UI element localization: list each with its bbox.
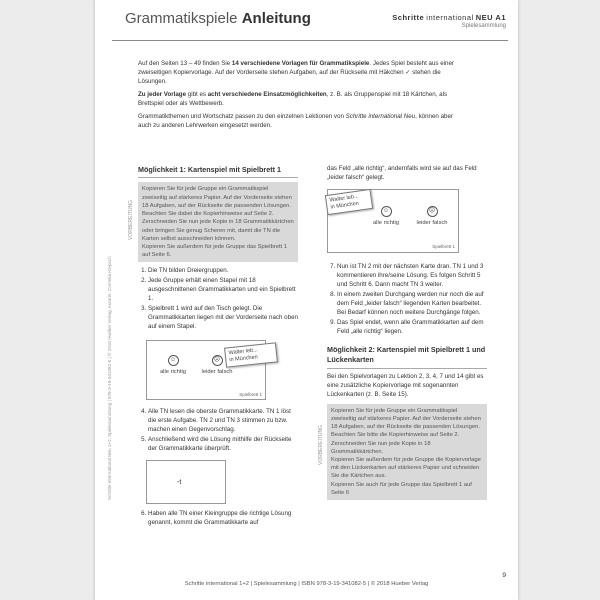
title-bold: Anleitung	[241, 10, 311, 27]
game-board-illustration	[146, 340, 266, 400]
grammar-card: Walter leb... in München	[224, 343, 278, 369]
grammar-card: Walter leb... in München	[325, 189, 373, 215]
steps-list-1	[138, 267, 298, 332]
list-item: 9. Das Spiel endet, wenn alle Grammatikkarten auf dem Feld „alle richtig“ liegen.	[337, 319, 487, 337]
prep-box-2	[327, 404, 487, 500]
list-item: 2. Jede Gruppe erhält einen Stapel mit 18 ausgeschnittenen Grammatikkarten und ein Spielbrett 1.	[148, 277, 298, 304]
brand-line2: Spielesammlung	[461, 23, 506, 29]
prep-text: Kopieren Sie für jede Gruppe ein Grammatikspiel zweiseitig auf stärkeres Papier. Auf der Vorderseite stehen 18 Aufgaben, auf der Rückseite die passenden Lösungen. Beachten Sie dabei die Kopierhinweise auf Seite 2.	[142, 186, 292, 218]
left-column	[138, 165, 298, 529]
prep-text: Zerschneiden Sie nun jede Kopie in 18 Grammatikkärtchen oder bringen Sie genug Scheren mit, damit die TN die Karten selbst ausschneiden können.	[142, 219, 294, 242]
card-back-illustration	[146, 460, 226, 504]
list-item: 7. Nun ist TN 2 mit der nächsten Karte dran. TN 1 und 3 kommentieren ihre/seine Lösung. Es folgen Schritt 5 und Schritt 6. Dann macht TN 3 weiter.	[337, 263, 487, 290]
side-copyright: Schritte international Neu 1+2, Spielesammlung | 978-3-19-341082-5 | © 2018 Hueber Verlag, Autorin: Cornelia Klepsch	[107, 256, 112, 500]
vorbereitung-label: VORBEREITUNG	[128, 199, 134, 240]
slot-wrong: ☹ leider falsch	[416, 207, 448, 226]
card-text: -t	[177, 479, 182, 487]
brand-main: Schritte	[392, 13, 425, 22]
prep-box-1	[138, 182, 298, 262]
brand-neu: NEU A1	[475, 13, 506, 22]
prep-text: Zerschneiden Sie nun jede Kopie in 18 Grammatikkärtchen.	[331, 440, 431, 455]
slot-wrong: ☹ leider falsch	[201, 357, 233, 376]
sad-face-icon: ☹	[212, 355, 223, 366]
list-item: 6. Haben alle TN einer Kleingruppe die richtige Lösung genannt, kommt die Grammatikkarte auf	[148, 510, 298, 528]
vorbereitung-label-2: VORBEREITUNG	[318, 424, 324, 465]
intro-text	[138, 60, 463, 135]
header-divider	[112, 40, 508, 41]
sad-face-icon: ☹	[427, 206, 438, 217]
brand-logo	[392, 13, 506, 22]
prep-text: Kopieren Sie außerdem für jede Gruppe die Kopiervorlage mit den Lückenkarten auf stärkeres Papier und schneiden Sie die Kärtchen aus.	[331, 456, 481, 480]
steps-list-2	[138, 408, 298, 454]
section-heading-1: Möglichkeit 1: Kartenspiel mit Spielbrett 1	[138, 165, 298, 178]
intro-p2: Zu jeder Vorlage gibt es acht verschiedene Einsatzmöglichkeiten, z. B. als Gruppenspiel mit 18 Kärtchen, als Brettspiel oder als Wettbewerb.	[138, 90, 448, 107]
list-item: 5. Anschließend wird die Lösung mithilfe der Rückseite der Grammatikkarte überprüft.	[148, 436, 298, 454]
prep-text: Kopieren Sie auch für jede Gruppe das Spielbrett 1 auf Seite 6	[331, 481, 472, 496]
slot-right: ☺ alle richtig	[159, 357, 187, 376]
list-item: 4. Alle TN lesen die oberste Grammatikkarte. TN 1 löst die erste Aufgabe. TN 2 und TN 3 stimmen zu bzw. machen einen Gegenvorschlag.	[148, 408, 298, 435]
smiley-icon: ☺	[168, 355, 179, 366]
page-title	[125, 10, 311, 27]
page-number: 9	[502, 572, 506, 579]
section-2-text: Bei den Spielvorlagen zu Lektion 2, 3, 4, 7 und 14 gibt es eine zusätzliche Kopiervorlage mit sogenannten Lückenkarten (z. B. Seite 15).	[327, 372, 484, 398]
title-light: Grammatikspiele	[125, 10, 238, 27]
list-item: 8. In einem zweiten Durchgang werden nur noch die auf dem Feld „leider falsch“ liegenden Karten bearbeitet. Bei Bedarf können noch weitere Durchgänge folgen.	[337, 291, 487, 318]
brand-sub: international	[426, 13, 474, 22]
right-column	[327, 165, 487, 500]
steps-list-4	[327, 263, 487, 337]
intro-p1: Auf den Seiten 13 – 49 finden Sie 14 verschiedene Vorlagen für Grammatikspiele. Jedes Spiel besteht aus einer zweiseitigen Kopiervorlage. Auf der Vorderseite stehen Aufgaben, auf der Rückseite mit Häkchen ✓ stehen die Lösungen.	[138, 60, 454, 85]
intro-p3: Grammatikthemen und Wortschatz passen zu den einzelnen Lektionen von Schritte international Neu, können aber auch zu anderen Lehrwerken eingesetzt werden.	[138, 112, 453, 129]
game-board-illustration-2	[327, 189, 459, 253]
document-page	[95, 0, 518, 600]
board-label: Spielbrett 1	[432, 244, 455, 250]
list-item: 1. Die TN bilden Dreiergruppen.	[148, 267, 298, 276]
prep-text: Kopieren Sie außerdem für jede Gruppe das Spielbrett 1 auf Seite 6.	[142, 243, 288, 259]
steps-list-3	[138, 510, 298, 528]
smiley-icon: ☺	[381, 206, 392, 217]
slot-right: ☺ alle richtig	[372, 207, 400, 226]
continued-text: das Feld „alle richtig“, andernfalls wird sie auf das Feld „leider falsch“ gelegt.	[327, 165, 477, 181]
section-heading-2: Möglichkeit 2: Kartenspiel mit Spielbrett 1 und Lückenkarten	[327, 345, 487, 369]
prep-text: Kopieren Sie für jede Gruppe ein Grammatikspiel zweiseitig auf stärkeres Papier. Auf der Vorderseite stehen 18 Aufgaben, auf der Rückseite die passenden Lösungen. Beachten Sie bitte die Kopierhinweise auf Seite 2.	[331, 407, 481, 439]
board-label: Spielbrett 1	[239, 391, 262, 397]
list-item: 3. Spielbrett 1 wird auf den Tisch gelegt. Die Grammatikkarten liegen mit der Vorderseite nach oben auf einem Stapel.	[148, 305, 298, 332]
footer: Schritte international 1+2 | Spielesammlung | ISBN 978-3-19-341082-5 | © 2018 Hueber Verlag	[184, 581, 429, 587]
